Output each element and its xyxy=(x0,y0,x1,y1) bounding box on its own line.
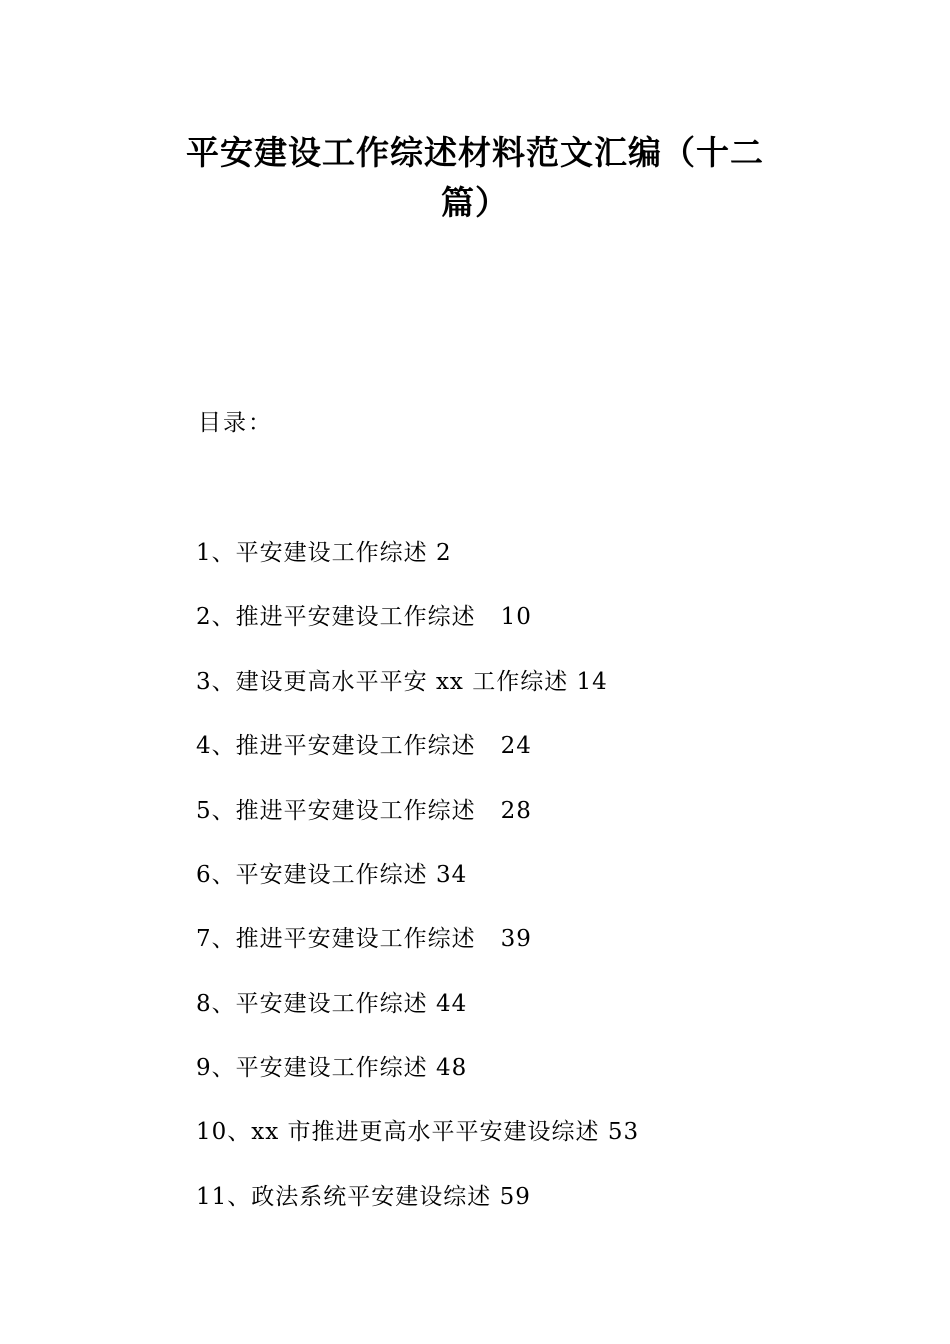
toc-item-9: 9、平安建设工作综述 48 xyxy=(196,1055,468,1081)
toc-item-8: 8、平安建设工作综述 44 xyxy=(196,991,468,1017)
toc-item-1: 1、平安建设工作综述 2 xyxy=(196,540,452,566)
toc-item-10: 10、xx 市推进更高水平平安建设综述 53 xyxy=(196,1119,640,1145)
toc-item-2: 2、推进平安建设工作综述 10 xyxy=(196,604,532,630)
toc-item-6: 6、平安建设工作综述 34 xyxy=(196,862,468,888)
toc-item-11: 11、政法系统平安建设综述 59 xyxy=(196,1184,531,1210)
document-title-line1: 平安建设工作综述材料范文汇编（十二 xyxy=(186,133,764,172)
toc-heading: 目录： xyxy=(198,410,273,436)
toc-item-5: 5、推进平安建设工作综述 28 xyxy=(196,798,532,824)
toc-item-4: 4、推进平安建设工作综述 24 xyxy=(196,733,532,759)
toc-item-3: 3、建设更高水平平安 xx 工作综述 14 xyxy=(196,669,608,695)
document-title-line2: 篇） xyxy=(441,183,509,222)
toc-item-7: 7、推进平安建设工作综述 39 xyxy=(196,926,532,952)
